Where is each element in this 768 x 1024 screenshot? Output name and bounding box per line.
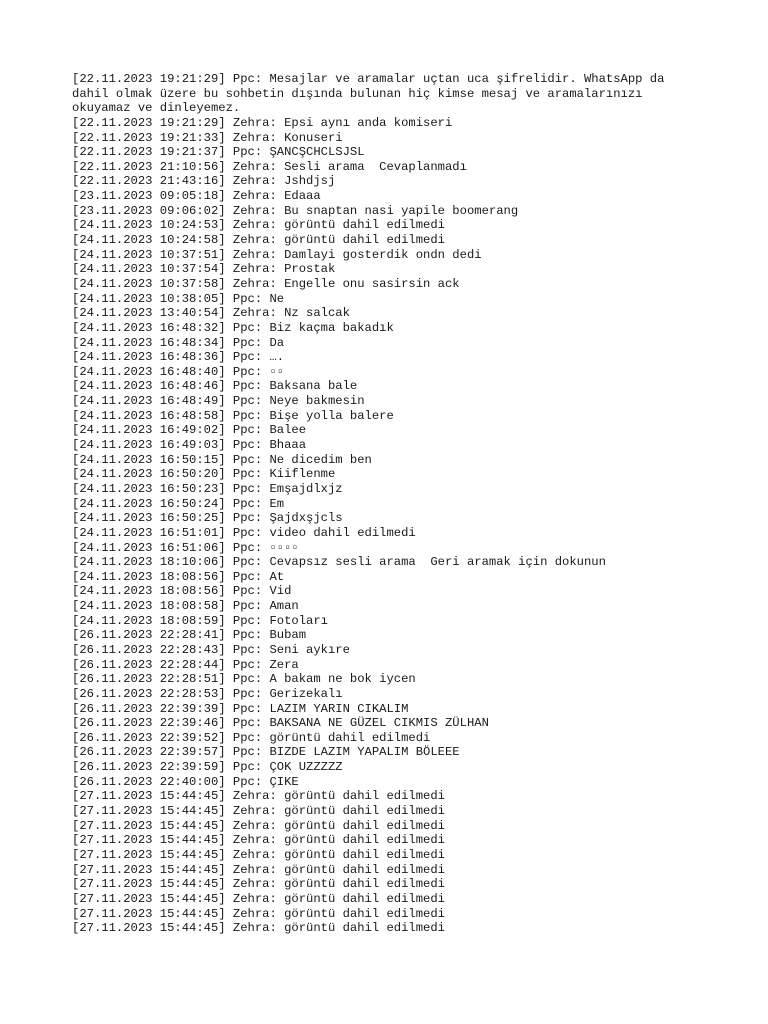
- message-line: [22.11.2023 19:21:33] Zehra: Konuseri: [72, 130, 343, 145]
- message-line: [22.11.2023 21:43:16] Zehra: Jshdjsj: [72, 174, 336, 189]
- message-line: [27.11.2023 15:44:45] Zehra: görüntü dahil edilmedi: [72, 818, 445, 833]
- message-line: [24.11.2023 16:48:36] Ppc: ….: [72, 350, 285, 365]
- message-line: [24.11.2023 10:24:58] Zehra: görüntü dahil edilmedi: [72, 233, 445, 248]
- message-line: [26.11.2023 22:28:44] Ppc: Zera: [72, 657, 299, 672]
- message-line: [24.11.2023 18:08:56] Ppc: Vid: [72, 584, 292, 599]
- message-line: [24.11.2023 10:37:58] Zehra: Engelle onu sasirsin ack: [72, 276, 460, 291]
- message-line: [22.11.2023 19:21:37] Ppc: ŞANCŞCHCLSJSL: [72, 145, 365, 160]
- message-line: [24.11.2023 16:50:25] Ppc: Şajdxşjcls: [72, 511, 343, 526]
- chat-export-page: [72, 72, 702, 936]
- message-line: [24.11.2023 16:51:01] Ppc: video dahil edilmedi: [72, 525, 416, 540]
- message-line: [24.11.2023 16:48:40] Ppc: ▫▫: [72, 364, 285, 379]
- message-line: [26.11.2023 22:40:00] Ppc: ÇIKE: [72, 774, 299, 789]
- encryption-notice-line: dahil olmak üzere bu sohbetin dışında bulunan hiç kimse mesaj ve aramalarınızı: [72, 86, 643, 101]
- message-line: [24.11.2023 16:49:03] Ppc: Bhaaa: [72, 438, 307, 453]
- message-line: [23.11.2023 09:06:02] Zehra: Bu snaptan nasi yapile boomerang: [72, 203, 519, 218]
- message-line: [24.11.2023 16:49:02] Ppc: Balee: [72, 423, 307, 438]
- message-line: [23.11.2023 09:05:18] Zehra: Edaaa: [72, 189, 321, 204]
- message-line: [22.11.2023 21:10:56] Zehra: Sesli arama Cevaplanmadı: [72, 159, 467, 174]
- message-line: [24.11.2023 13:40:54] Zehra: Nz salcak: [72, 306, 350, 321]
- message-line: [24.11.2023 16:50:15] Ppc: Ne dicedim ben: [72, 452, 372, 467]
- message-line: [26.11.2023 22:39:39] Ppc: LAZIM YARIN CIKALIM: [72, 701, 409, 716]
- encryption-notice: [72, 72, 702, 116]
- message-line: [26.11.2023 22:39:46] Ppc: BAKSANA NE GÜZEL CIKMIS ZÜLHAN: [72, 716, 489, 731]
- message-line: [24.11.2023 10:37:54] Zehra: Prostak: [72, 262, 336, 277]
- message-line: [24.11.2023 16:48:49] Ppc: Neye bakmesin: [72, 394, 365, 409]
- message-line: [26.11.2023 22:28:43] Ppc: Seni aykıre: [72, 642, 350, 657]
- message-line: [26.11.2023 22:39:57] Ppc: BIZDE LAZIM YAPALIM BÖLEEE: [72, 745, 460, 760]
- message-line: [24.11.2023 18:08:56] Ppc: At: [72, 569, 285, 584]
- message-line: [24.11.2023 16:48:34] Ppc: Da: [72, 335, 285, 350]
- message-line: [24.11.2023 16:51:06] Ppc: ▫▫▫▫: [72, 540, 299, 555]
- message-line: [27.11.2023 15:44:45] Zehra: görüntü dahil edilmedi: [72, 862, 445, 877]
- message-list: [72, 116, 702, 936]
- message-line: [24.11.2023 18:10:06] Ppc: Cevapsız sesli arama Geri aramak için dokunun: [72, 555, 606, 570]
- message-line: [26.11.2023 22:28:51] Ppc: A bakam ne bok iycen: [72, 672, 416, 687]
- message-line: [24.11.2023 10:37:51] Zehra: Damlayi gosterdik ondn dedi: [72, 247, 482, 262]
- message-line: [24.11.2023 16:50:24] Ppc: Em: [72, 496, 285, 511]
- message-line: [24.11.2023 10:24:53] Zehra: görüntü dahil edilmedi: [72, 218, 445, 233]
- message-line: [27.11.2023 15:44:45] Zehra: görüntü dahil edilmedi: [72, 877, 445, 892]
- message-line: [27.11.2023 15:44:45] Zehra: görüntü dahil edilmedi: [72, 921, 445, 936]
- message-line: [27.11.2023 15:44:45] Zehra: görüntü dahil edilmedi: [72, 789, 445, 804]
- message-line: [24.11.2023 16:48:32] Ppc: Biz kaçma bakadık: [72, 320, 394, 335]
- message-line: [24.11.2023 16:50:20] Ppc: Kiiflenme: [72, 467, 336, 482]
- message-line: [27.11.2023 15:44:45] Zehra: görüntü dahil edilmedi: [72, 847, 445, 862]
- message-line: [24.11.2023 16:50:23] Ppc: Emşajdlxjz: [72, 481, 343, 496]
- message-line: [27.11.2023 15:44:45] Zehra: görüntü dahil edilmedi: [72, 891, 445, 906]
- message-line: [24.11.2023 18:08:58] Ppc: Aman: [72, 599, 299, 614]
- message-line: [27.11.2023 15:44:45] Zehra: görüntü dahil edilmedi: [72, 906, 445, 921]
- message-line: [26.11.2023 22:39:59] Ppc: ÇOK UZZZZZ: [72, 760, 343, 775]
- message-line: [27.11.2023 15:44:45] Zehra: görüntü dahil edilmedi: [72, 833, 445, 848]
- message-line: [24.11.2023 10:38:05] Ppc: Ne: [72, 291, 285, 306]
- encryption-notice-line: [22.11.2023 19:21:29] Ppc: Mesajlar ve aramalar uçtan uca şifrelidir. WhatsApp da: [72, 72, 665, 86]
- message-line: [24.11.2023 18:08:59] Ppc: Fotoları: [72, 613, 328, 628]
- message-line: [24.11.2023 16:48:58] Ppc: Bişe yolla balere: [72, 408, 394, 423]
- message-line: [24.11.2023 16:48:46] Ppc: Baksana bale: [72, 379, 358, 394]
- message-line: [27.11.2023 15:44:45] Zehra: görüntü dahil edilmedi: [72, 804, 445, 819]
- encryption-notice-line: okuyamaz ve dinleyemez.: [72, 101, 241, 116]
- message-line: [22.11.2023 19:21:29] Zehra: Epsi aynı anda komiseri: [72, 115, 453, 130]
- message-line: [26.11.2023 22:28:41] Ppc: Bubam: [72, 628, 307, 643]
- message-line: [26.11.2023 22:39:52] Ppc: görüntü dahil edilmedi: [72, 730, 431, 745]
- message-line: [26.11.2023 22:28:53] Ppc: Gerizekalı: [72, 686, 343, 701]
